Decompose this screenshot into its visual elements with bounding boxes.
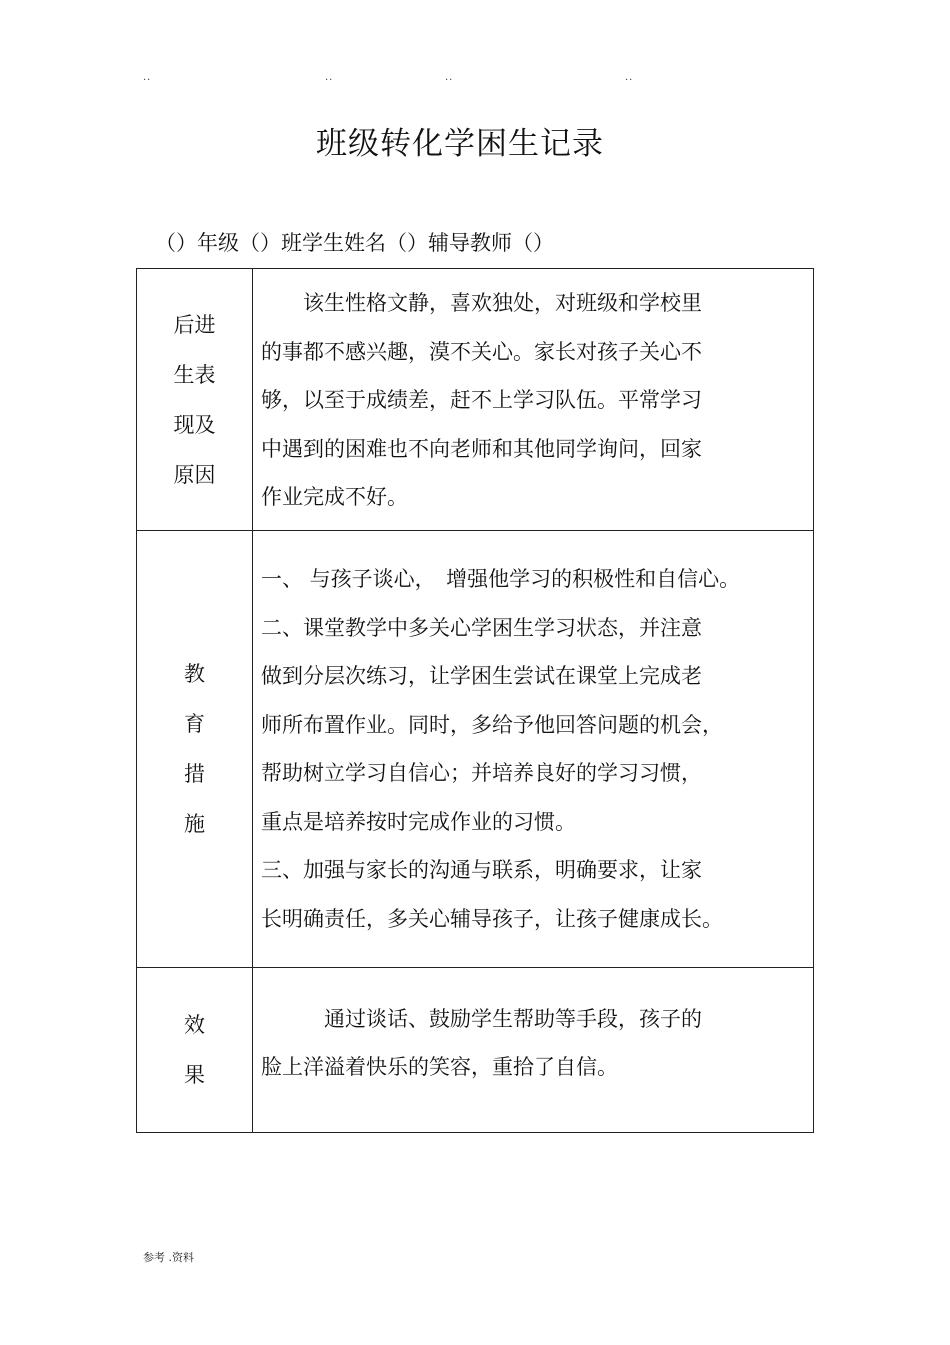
content-line: 作业完成不好。 (261, 485, 408, 510)
row-label-cell (137, 531, 253, 968)
content-line: 师所布置作业。同时，多给予他回答问题的机会， (261, 712, 723, 737)
header-mark: .. (445, 72, 454, 83)
row-content (253, 555, 813, 943)
header-mark: .. (325, 72, 334, 83)
table-row-effect (137, 968, 814, 1133)
row-label: 后进 生表 现及 原因 (173, 312, 216, 487)
content-line: 一、 与孩子谈心， 增强他学习的积极性和自信心。 (261, 567, 741, 591)
row-content-cell (253, 531, 814, 968)
table-row-measures (137, 531, 814, 968)
row-label: 教 育 措 施 (184, 662, 205, 836)
content-line: 的事都不感兴趣，漠不关心。家长对孩子关心不 (261, 339, 702, 364)
row-content-cell (253, 269, 814, 531)
row-content (253, 277, 813, 522)
content-line: 通过谈话、鼓励学生帮助等手段，孩子的 (261, 1006, 702, 1031)
content-line: 做到分层次练习，让学困生尝试在课堂上完成老 (261, 664, 702, 688)
row-label-cell (137, 968, 253, 1133)
row-label: 效 果 (184, 1013, 205, 1087)
content-line: 二、课堂教学中多关心学困生学习状态，并注意 (261, 615, 702, 640)
table-row-performance (137, 269, 814, 531)
header-mark: .. (143, 72, 152, 83)
row-content (253, 995, 813, 1106)
document-title: 班级转化学困生记录 (316, 126, 604, 162)
student-info-line: （）年级（）班学生姓名（）辅导教师（） (155, 231, 554, 255)
content-line: 脸上洋溢着快乐的笑容，重拾了自信。 (261, 1055, 618, 1079)
content-line: 该生性格文静，喜欢独处，对班级和学校里 (261, 291, 702, 316)
content-line: 长明确责任，多关心辅导孩子，让孩子健康成长。 (261, 906, 723, 931)
content-line: 重点是培养按时完成作业的习惯。 (261, 809, 576, 834)
content-line: 中遇到的困难也不向老师和其他同学询问，回家 (261, 436, 702, 461)
content-line: 帮助树立学习自信心；并培养良好的学习习惯， (261, 761, 702, 785)
row-label-cell (137, 269, 253, 531)
footer-note: 参考 .资料 (143, 1251, 194, 1264)
header-mark: .. (625, 72, 634, 83)
content-line: 够，以至于成绩差，赶不上学习队伍。平常学习 (261, 388, 702, 413)
content-line: 三、加强与家长的沟通与联系，明确要求，让家 (261, 858, 702, 882)
row-content-cell (253, 968, 814, 1133)
record-table (136, 268, 814, 1133)
